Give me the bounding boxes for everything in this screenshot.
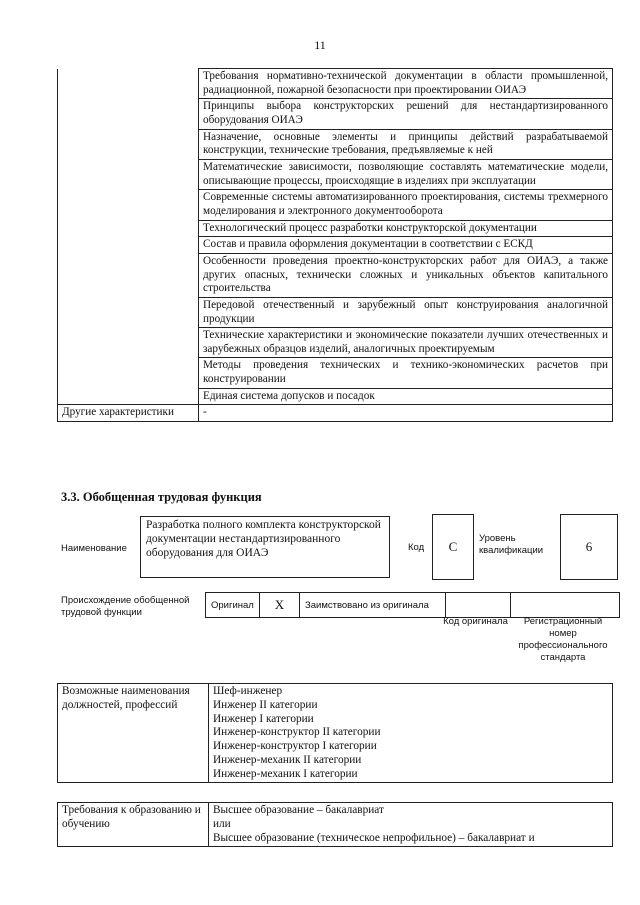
reg-number-cell <box>511 593 619 617</box>
original-mark: X <box>260 593 300 617</box>
knowledge-item: Требования нормативно-технической документации в области промышленной, радиационной, пожарной безопасности при проектировании ОИАЭ <box>199 69 613 99</box>
position-item: Инженер-конструктор I категории <box>213 740 377 753</box>
knowledge-item: Особенности проведения проектно-конструкторских работ для ОИАЭ, а также других опасных, технически сложных и уникальных объектов капитального строительства <box>199 253 613 297</box>
position-item: Шеф-инженер <box>213 685 283 697</box>
section-title: 3.3. Обобщенная трудовая функция <box>61 490 262 504</box>
positions-label: Возможные наименования должностей, профессий <box>58 684 209 783</box>
knowledge-item: Современные системы автоматизированного проектирования, системы трехмерного моделирования и электронного документооборота <box>199 190 613 220</box>
knowledge-item: Принципы выбора конструкторских решений для нестандартизированного оборудования ОИАЭ <box>199 99 613 129</box>
position-item: Инженер-конструктор II категории <box>213 726 381 739</box>
education-item: Высшее образование (техническое непрофильное) – бакалавриат и <box>213 831 535 844</box>
knowledge-table <box>57 68 613 422</box>
other-characteristics-value: - <box>199 405 613 422</box>
level-label: Уровень квалификации <box>479 533 544 556</box>
position-item: Инженер I категории <box>213 712 314 725</box>
level-value-box: 6 <box>560 514 618 580</box>
knowledge-item: Технологический процесс разработки конструкторской документации <box>199 220 613 237</box>
knowledge-item: Передовой отечественный и зарубежный опыт конструирования аналогичной продукции <box>199 297 613 327</box>
borrowed-label: Заимствовано из оригинала <box>300 593 446 617</box>
reg-number-caption: Регистрационный номер профессионального стандарта <box>518 616 608 663</box>
knowledge-item: Методы проведения технических и технико-экономических расчетов при конструировании <box>199 358 613 388</box>
education-list <box>209 803 613 847</box>
function-name-box: Разработка полного комплекта конструкторской документации нестандартизированного оборудования для ОИАЭ <box>140 516 390 578</box>
position-item: Инженер II категории <box>213 698 318 711</box>
knowledge-item: Назначение, основные элементы и принципы действий разрабатываемой конструкции, технические требования, предъявляемые к ней <box>199 129 613 159</box>
positions-list <box>209 684 613 783</box>
position-item: Инженер-механик II категории <box>213 753 362 766</box>
knowledge-item: Состав и правила оформления документации в соответствии с ЕСКД <box>199 237 613 254</box>
education-item: или <box>213 817 231 830</box>
knowledge-item: Математические зависимости, позволяющие составлять математические модели, описывающие процессы, происходящие в изделиях при эксплуатации <box>199 159 613 189</box>
education-item: Высшее образование – бакалавриат <box>213 804 384 816</box>
page-number: 11 <box>314 38 326 52</box>
code-original-caption: Код оригинала <box>443 616 508 627</box>
knowledge-item: Единая система допусков и посадок <box>199 388 613 405</box>
code-value-box: С <box>432 514 474 580</box>
knowledge-item: Технические характеристики и экономические показатели лучших отечественных и зарубежных образцов изделий, аналогичных проектируемым <box>199 328 613 358</box>
code-original-cell <box>446 593 511 617</box>
other-characteristics-label: Другие характеристики <box>58 405 199 422</box>
code-label: Код <box>408 542 425 553</box>
positions-table <box>57 683 613 783</box>
original-label: Оригинал <box>206 593 260 617</box>
education-label: Требования к образованию и обучению <box>58 803 209 847</box>
origin-label: Происхождение обобщенной трудовой функции <box>61 595 190 618</box>
origin-row <box>205 592 620 618</box>
position-item: Инженер-механик I категории <box>213 767 358 780</box>
name-label: Наименование <box>61 543 127 554</box>
knowledge-label-cell <box>58 69 199 405</box>
education-table <box>57 802 613 847</box>
